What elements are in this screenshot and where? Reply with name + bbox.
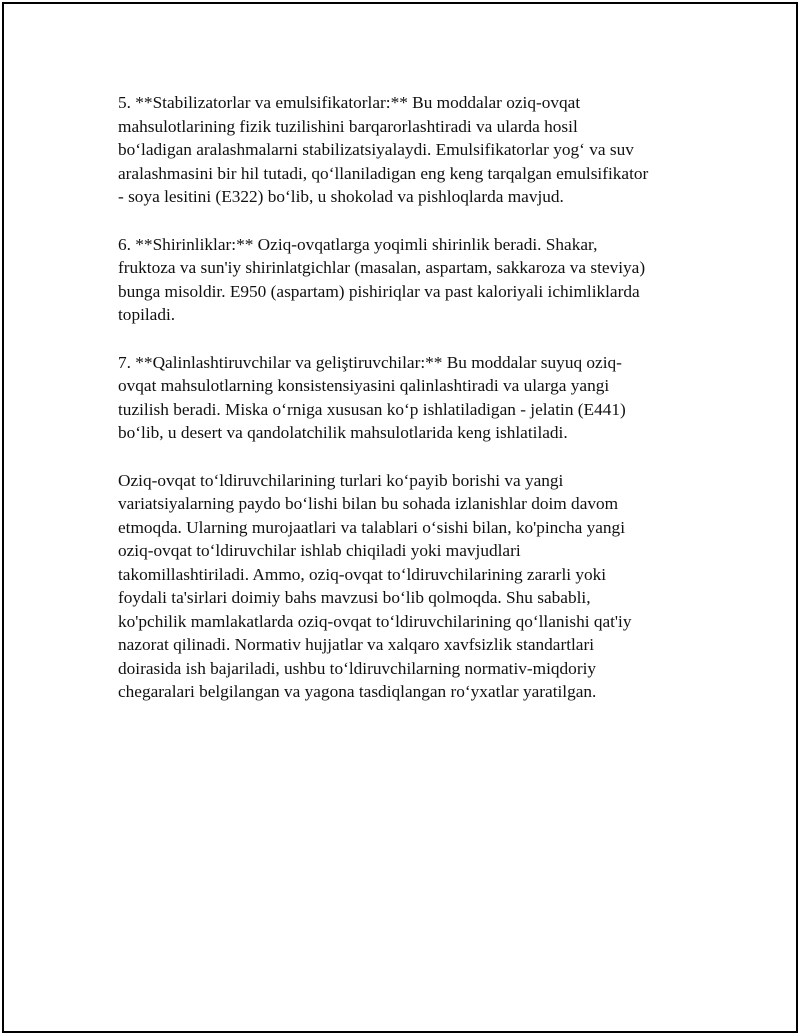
document-body <box>118 91 698 728</box>
paragraph-stabilizers: 5. **Stabilizatorlar va emulsifikatorlar:** Bu moddalar oziq-ovqat mahsulotlarining fizik tuzilishini barqarorlashtiradi va ularda hosil bo‘ladigan aralashmalarni stabilizatsiyalaydi. Emulsifikatorlar yog‘ va suv aralashmasini bir hil tutadi, qo‘llaniladigan eng keng tarqalgan emulsifikator - soya lesitini (E322) bo‘lib, u shokolad va pishloqlarda mavjud. <box>118 93 649 206</box>
paragraph-conclusion: Oziq-ovqat to‘ldiruvchilarining turlari ko‘payib borishi va yangi variatsiyalarning paydo bo‘lishi bilan bu sohada izlanishlar doim davom etmoqda. Ularning murojaatlari va talablari o‘sishi bilan, ko'pincha yangi oziq-ovqat to‘ldiruvchilar ishlab chiqiladi yoki mavjudlari takomillashtiriladi. Ammo, oziq-ovqat to‘ldiruvchilarining zararli yoki foydali ta'sirlari doimiy bahs mavzusi bo‘lib qolmoqda. Shu sababli, ko'pchilik mamlakatlarda oziq-ovqat to‘ldiruvchilarining qo‘llanishi qat'iy nazorat qilinadi. Normativ hujjatlar va xalqaro xavfsizlik standartlari doirasida ish bajariladi, ushbu to‘ldiruvchilarning normativ-miqdoriy chegaralari belgilangan va yagona tasdiqlangan ro‘yxatlar yaratilgan. <box>118 470 632 701</box>
paragraph-thickeners: 7. **Qalinlashtiruvchilar va geliştiruvchilar:** Bu moddalar suyuq oziq- ovqat mahsulotlarning konsistensiyasini qalinlashtiradi va ularga yangi tuzilish beradi. Miska o‘rniga xususan ko‘p ishlatiladigan - jelatin (E441) bo‘lib, u desert va qandolatchilik mahsulotlarida keng ishlatiladi. <box>118 352 626 442</box>
paragraph-sweeteners: 6. **Shirinliklar:** Oziq-ovqatlarga yoqimli shirinlik beradi. Shakar, fruktoza va sun'iy shirinlatgichlar (masalan, aspartam, sakkaroza va steviya) bunga misoldir. E950 (aspartam) pishiriqlar va past kaloriyali ichimliklarda topiladi. <box>118 234 646 324</box>
document-page <box>2 2 798 1033</box>
